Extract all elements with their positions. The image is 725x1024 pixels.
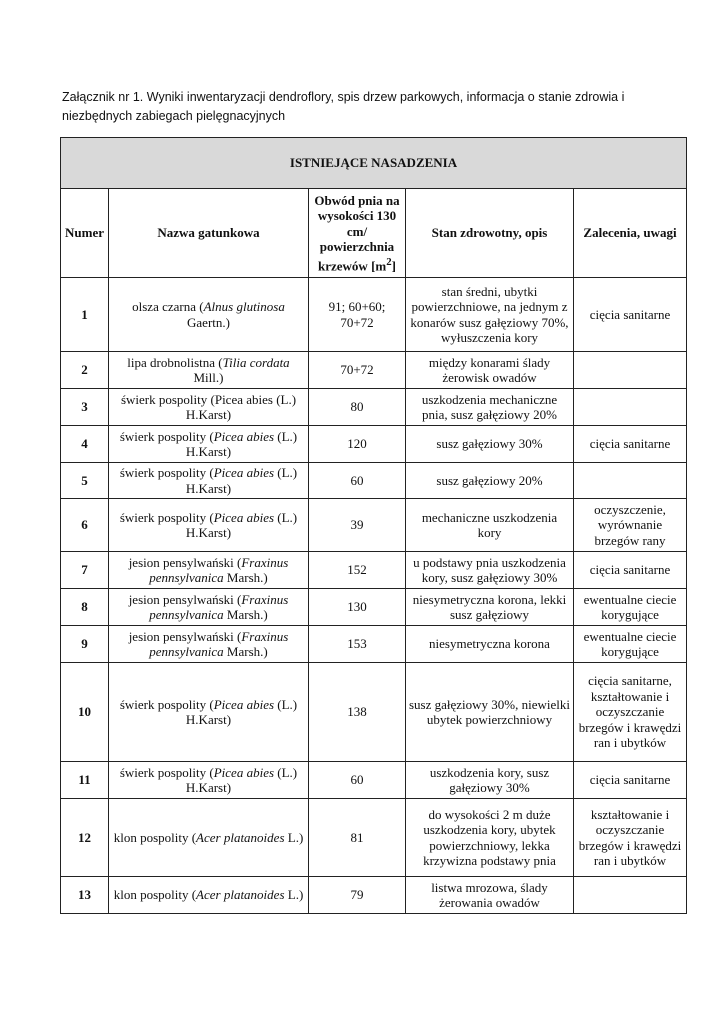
cell-number: 12	[61, 799, 109, 877]
table-row	[61, 426, 687, 463]
species-common-name: lipa drobnolistna (	[127, 354, 223, 370]
species-common-name: jesion pensylwański (	[128, 628, 242, 644]
table-row	[61, 278, 687, 352]
table-row	[61, 799, 687, 877]
table-banner: ISTNIEJĄCE NASADZENIA	[61, 138, 687, 189]
header-health-status: Stan zdrowotny, opis	[406, 189, 574, 278]
cell-trunk-girth: 39	[309, 499, 406, 552]
header-trunk-girth-superscript: 2	[386, 255, 392, 268]
cell-recommendations	[574, 352, 687, 389]
cell-health-status: stan średni, ubytki powierzchniowe, na jednym z konarów susz gałęziowy 70%, wyłuszczenia kory	[406, 278, 574, 352]
table-row	[61, 389, 687, 426]
cell-recommendations: cięcia sanitarne	[574, 552, 687, 589]
cell-health-status: susz gałęziowy 30%, niewielki ubytek powierzchniowy	[406, 663, 574, 762]
header-recommendations: Zalecenia, uwagi	[574, 189, 687, 278]
species-author: (L.) H.Karst)	[185, 696, 298, 727]
species-latin-name: Fraxinus pennsylvanica	[149, 554, 289, 585]
cell-species-name	[109, 426, 309, 463]
cell-species-name	[109, 589, 309, 626]
cell-species-name	[109, 352, 309, 389]
species-author: Gaertn.)	[187, 314, 230, 330]
cell-trunk-girth: 91; 60+60; 70+72	[309, 278, 406, 352]
table-row	[61, 626, 687, 663]
cell-number: 13	[61, 877, 109, 914]
species-author: L.)	[284, 829, 304, 845]
document-caption: Załącznik nr 1. Wyniki inwentaryzacji dendroflory, spis drzew parkowych, informacja o stanie zdrowia i niezbędnych zabiegach pielęgnacyjnych	[62, 90, 625, 123]
cell-recommendations: cięcia sanitarne	[574, 278, 687, 352]
header-trunk-girth	[309, 189, 406, 278]
cell-health-status: u podstawy pnia uszkodzenia kory, susz gałęziowy 30%	[406, 552, 574, 589]
species-latin-name: Fraxinus pennsylvanica	[149, 628, 289, 659]
cell-species-name	[109, 626, 309, 663]
species-author: Marsh.)	[223, 644, 268, 659]
table-row	[61, 663, 687, 762]
cell-trunk-girth: 152	[309, 552, 406, 589]
species-latin-name: Acer platanoides	[196, 887, 285, 903]
cell-species-name	[109, 499, 309, 552]
cell-trunk-girth: 70+72	[309, 352, 406, 389]
table-row	[61, 463, 687, 499]
species-author: (L.) H.Karst)	[185, 764, 298, 795]
species-latin-name: Acer platanoides	[196, 829, 285, 845]
cell-species-name	[109, 799, 309, 877]
cell-number: 8	[61, 589, 109, 626]
cell-health-status: listwa mrozowa, ślady żerowania owadów	[406, 877, 574, 914]
cell-species-name	[109, 278, 309, 352]
species-latin-name: Picea abies	[213, 696, 275, 712]
cell-species-name	[109, 389, 309, 426]
cell-recommendations: ewentualne ciecie korygujące	[574, 626, 687, 663]
cell-trunk-girth: 60	[309, 762, 406, 799]
species-latin-name: Picea abies	[213, 428, 275, 444]
cell-trunk-girth: 138	[309, 663, 406, 762]
header-trunk-girth-text: Obwód pnia na wysokości 130 cm/ powierzchnia krzewów [m	[314, 192, 400, 273]
species-common-name: jesion pensylwański (	[128, 591, 242, 607]
cell-number: 9	[61, 626, 109, 663]
cell-recommendations: oczyszczenie, wyrównanie brzegów rany	[574, 499, 687, 552]
species-author: (L.) H.Karst)	[185, 465, 298, 496]
header-trunk-girth-close: ]	[391, 257, 396, 273]
header-row	[61, 189, 687, 278]
species-author: (L.) H.Karst)	[185, 509, 298, 540]
cell-health-status: susz gałęziowy 20%	[406, 463, 574, 499]
cell-health-status: uszkodzenia mechaniczne pnia, susz gałęziowy 20%	[406, 389, 574, 426]
cell-recommendations	[574, 877, 687, 914]
cell-number: 11	[61, 762, 109, 799]
species-common-name: klon pospolity (	[113, 829, 197, 845]
cell-species-name	[109, 463, 309, 499]
cell-trunk-girth: 79	[309, 877, 406, 914]
table-row	[61, 589, 687, 626]
species-author: L.)	[284, 887, 304, 903]
cell-trunk-girth: 130	[309, 589, 406, 626]
cell-health-status: do wysokości 2 m duże uszkodzenia kory, ubytek powierzchniowy, lekka krzywizna podstawy pnia	[406, 799, 574, 877]
table-row	[61, 352, 687, 389]
species-common-name: świerk pospolity (	[119, 509, 214, 525]
cell-recommendations	[574, 389, 687, 426]
cell-health-status: mechaniczne uszkodzenia kory	[406, 499, 574, 552]
cell-number: 10	[61, 663, 109, 762]
species-author: Marsh.)	[223, 570, 268, 585]
cell-number: 7	[61, 552, 109, 589]
species-latin-name: Fraxinus pennsylvanica	[149, 591, 289, 622]
species-common-name: olsza czarna (	[132, 299, 204, 314]
cell-trunk-girth: 120	[309, 426, 406, 463]
table-row	[61, 552, 687, 589]
species-latin-name: Picea abies	[213, 509, 275, 525]
cell-health-status: między konarami ślady żerowisk owadów	[406, 352, 574, 389]
species-latin-name: Picea abies	[213, 465, 275, 480]
cell-species-name	[109, 552, 309, 589]
species-common-name: świerk pospolity (	[119, 428, 214, 444]
cell-recommendations: cięcia sanitarne, kształtowanie i oczyszczanie brzegów i krawędzi ran i ubytków	[574, 663, 687, 762]
species-latin-name: Picea abies	[213, 764, 275, 780]
species-common-name: jesion pensylwański (	[128, 554, 242, 570]
header-species-name: Nazwa gatunkowa	[109, 189, 309, 278]
cell-trunk-girth: 153	[309, 626, 406, 663]
cell-species-name	[109, 762, 309, 799]
cell-health-status: niesymetryczna korona	[406, 626, 574, 663]
species-latin-name: Tilia cordata	[222, 354, 290, 370]
cell-number: 1	[61, 278, 109, 352]
header-number: Numer	[61, 189, 109, 278]
cell-species-name	[109, 663, 309, 762]
tree-inventory-table	[60, 137, 687, 914]
species-author: Marsh.)	[223, 607, 268, 622]
cell-recommendations: ewentualne ciecie korygujące	[574, 589, 687, 626]
species-common-name: klon pospolity (	[113, 887, 197, 903]
cell-number: 4	[61, 426, 109, 463]
cell-number: 3	[61, 389, 109, 426]
cell-health-status: niesymetryczna korona, lekki susz gałęziowy	[406, 589, 574, 626]
table-row	[61, 877, 687, 914]
cell-trunk-girth: 60	[309, 463, 406, 499]
cell-recommendations: cięcia sanitarne	[574, 426, 687, 463]
table-row	[61, 762, 687, 799]
cell-health-status: susz gałęziowy 30%	[406, 426, 574, 463]
cell-species-name	[109, 877, 309, 914]
cell-recommendations: cięcia sanitarne	[574, 762, 687, 799]
cell-trunk-girth: 80	[309, 389, 406, 426]
cell-health-status: uszkodzenia kory, susz gałęziowy 30%	[406, 762, 574, 799]
cell-recommendations	[574, 463, 687, 499]
cell-recommendations: kształtowanie i oczyszczanie brzegów i krawędzi ran i ubytków	[574, 799, 687, 877]
species-latin-name: Alnus glutinosa	[203, 299, 285, 314]
species-common-name: świerk pospolity (	[119, 465, 214, 480]
species-common-name: świerk pospolity (Picea abies (L.) H.Karst)	[120, 391, 297, 422]
species-author: (L.) H.Karst)	[185, 428, 298, 459]
species-author: Mill.)	[193, 370, 224, 385]
species-common-name: świerk pospolity (	[119, 764, 214, 780]
cell-number: 2	[61, 352, 109, 389]
cell-number: 6	[61, 499, 109, 552]
cell-number: 5	[61, 463, 109, 499]
species-common-name: świerk pospolity (	[119, 696, 214, 712]
cell-trunk-girth: 81	[309, 799, 406, 877]
table-row	[61, 499, 687, 552]
